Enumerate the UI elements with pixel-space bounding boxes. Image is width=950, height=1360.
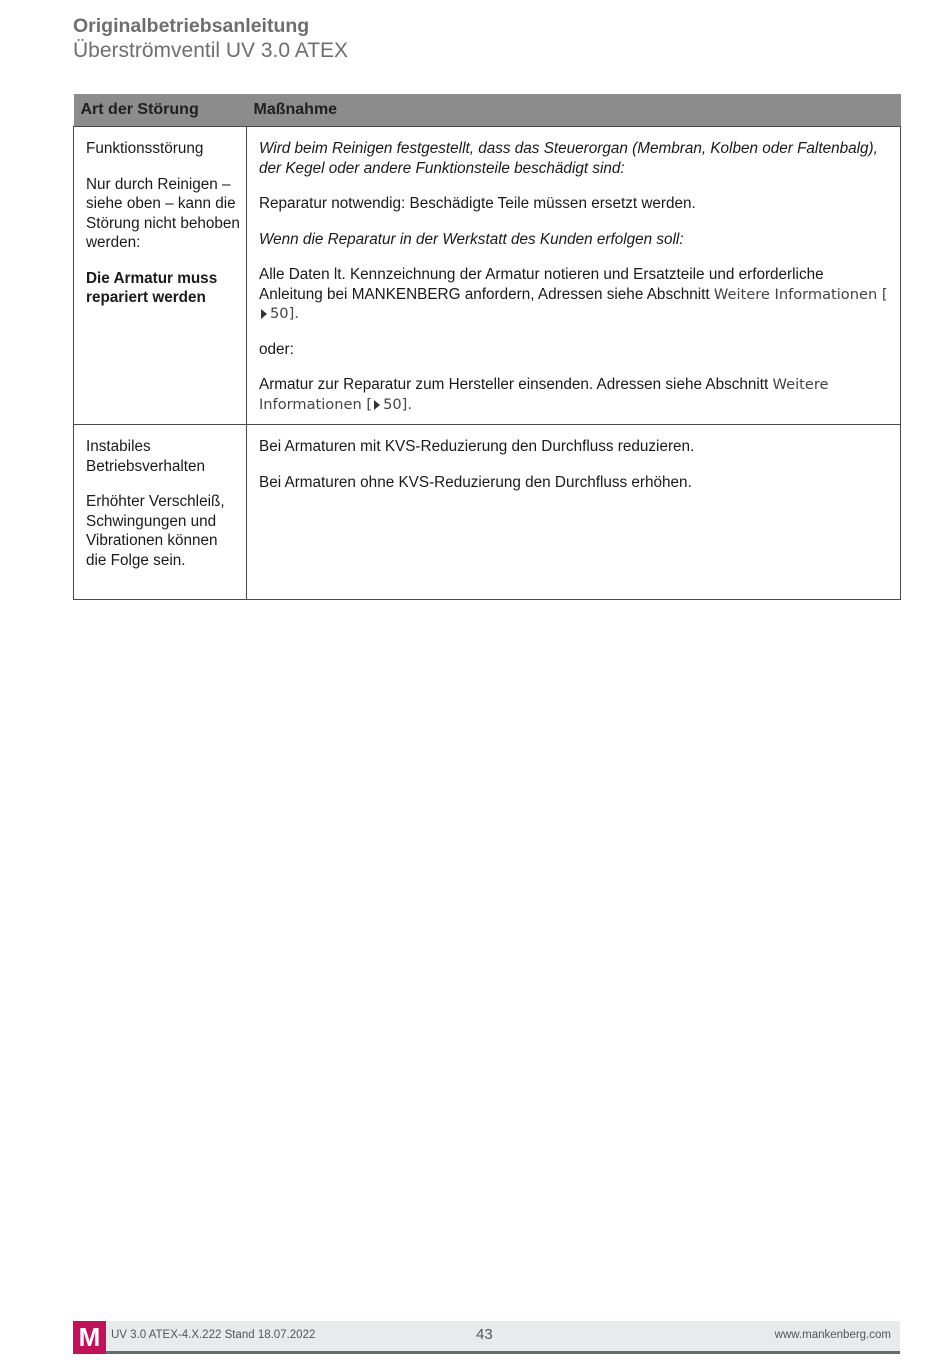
cross-reference-link[interactable]: Weitere Informationen [ 50]. (259, 376, 829, 413)
measure-reduce-flow: Bei Armaturen mit KVS-Reduzierung den Durchfluss reduzieren. (259, 438, 695, 455)
measure-condition: Wird beim Reinigen festgestellt, dass das Steuerorgan (Membran, Kolben oder Faltenbalg), der Kegel oder andere Funktionsteile beschädigt sind: (259, 140, 878, 177)
cross-reference-page: 50 (270, 305, 289, 322)
measure-cell (247, 425, 901, 600)
measure-send-in (259, 375, 888, 414)
measure-increase-flow: Bei Armaturen ohne KVS-Reduzierung den Durchfluss erhöhen. (259, 473, 692, 491)
fault-cell (74, 425, 247, 600)
measure-repair: Reparatur notwendig: Beschädigte Teile müssen ersetzt werden. (259, 195, 696, 212)
measure-alternative: oder: (259, 340, 294, 358)
measure-order-parts (259, 265, 888, 324)
fault-consequence: Die Armatur muss repariert werden (86, 269, 218, 306)
arrow-right-icon (374, 400, 380, 410)
fault-table (73, 94, 901, 600)
measure-cell (247, 127, 901, 425)
fault-title: Instabiles Betriebsverhalten (86, 438, 206, 475)
website-link[interactable]: www.mankenberg.com (774, 1329, 891, 1341)
table-row (74, 425, 901, 600)
document-title: Originalbetriebsanleitung (73, 15, 310, 37)
cross-reference-label: Weitere Informationen (259, 376, 829, 413)
column-header-measure: Maßnahme (247, 94, 901, 127)
fault-description: Erhöhter Verschleiß, Schwingungen und Vibrationen können die Folge sein. (86, 493, 225, 569)
fault-cell (74, 127, 247, 425)
cross-reference-link[interactable]: Weitere Informationen [50]. (259, 286, 888, 323)
column-header-fault-type: Art der Störung (74, 94, 247, 127)
page-footer (73, 1321, 900, 1354)
cross-reference-page: 50 (383, 395, 402, 413)
product-name: Überströmventil UV 3.0 ATEX (73, 39, 349, 62)
fault-description: Nur durch Reinigen – siehe oben – kann die Störung nicht behoben werden: (86, 175, 240, 251)
page-header (73, 14, 348, 64)
table-header-row (74, 94, 901, 127)
measure-send-in-text: Armatur zur Reparatur zum Hersteller einsenden. Adressen siehe Abschnitt (259, 376, 769, 393)
mankenberg-logo: M (73, 1321, 106, 1354)
measure-workshop-condition: Wenn die Reparatur in der Werkstatt des Kunden erfolgen soll: (259, 230, 684, 248)
table-row (74, 127, 901, 425)
page-number: 43 (476, 1326, 493, 1343)
cross-reference-label: Weitere Informationen (713, 285, 878, 303)
document-reference: UV 3.0 ATEX-4.X.222 Stand 18.07.2022 (111, 1329, 316, 1341)
measure-order-parts-text: Alle Daten lt. Kennzeichnung der Armatur notieren und Ersatzteile und erforderliche Anleitung bei MANKENBERG anfordern, Adressen siehe Abschnitt (259, 266, 824, 303)
fault-title: Funktionsstörung (86, 140, 204, 157)
arrow-right-icon (261, 309, 267, 319)
